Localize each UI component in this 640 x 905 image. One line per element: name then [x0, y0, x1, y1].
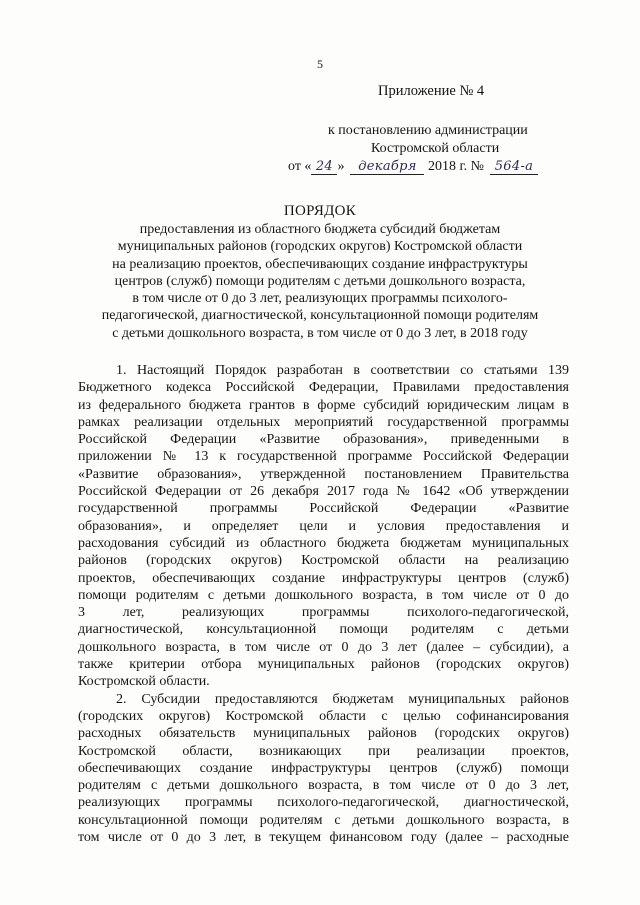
paragraph-line: также критерии отбора муниципальных районов (городских округов) [78, 657, 569, 673]
paragraph-line: Российской Федерации «Развитие образования», приведенными в [78, 432, 569, 448]
paragraph-line: проектов, обеспечивающих создание инфраструктуры центров (служб) [78, 570, 569, 586]
date-separator: » [337, 159, 345, 174]
paragraph-line: 3 лет, реализующих программы психолого-педагогической, [78, 605, 569, 621]
paragraph-line: обеспечивающих создание инфраструктуры центров (служб) помощи [78, 760, 569, 776]
paragraph-line: из федерального бюджета грантов в форме субсидий юридическим лицам в [78, 397, 569, 413]
appendix-title: Приложение № 4 [378, 83, 485, 99]
paragraph-2 [78, 691, 569, 847]
date-month-handwritten: декабря [350, 159, 424, 175]
subtitle-line: предоставления из областного бюджета субсидий бюджетам [139, 222, 501, 237]
decree-reference-line-2: Костромской области [371, 141, 500, 156]
paragraph-line: «Развитие образования», утвержденной постановлением Правительства [78, 466, 569, 482]
paragraph-line: районов (городских округов) Костромской области на реализацию [78, 553, 569, 569]
date-year: 2018 г. № [427, 159, 484, 174]
paragraph-line: расходования субсидий из областного бюджета бюджетам муниципальных [78, 535, 569, 551]
decree-number-handwritten: 564-а [490, 159, 538, 175]
paragraph-line: рамках реализации отдельных мероприятий государственной программы [78, 414, 569, 430]
paragraph-line: родителям с детьми дошкольного возраста, в том числе от 0 до 3 лет, [78, 778, 569, 794]
decree-reference-line-1: к постановлению администрации [328, 123, 528, 138]
subtitle-line: с детьми дошкольного возраста, в том числе от 0 до 3 лет, в 2018 году [112, 325, 528, 341]
date-prefix: от « [288, 159, 312, 174]
paragraph-line: реализующих программы психолого-педагогической, диагностической, [78, 795, 569, 811]
subtitle-line: в том числе от 0 до 3 лет, реализующих программы психолого- [132, 291, 508, 307]
paragraph-line: образования», и определяет цели и условия предоставления и [78, 518, 569, 534]
paragraph-1 [78, 362, 569, 691]
paragraph-line: Костромской области, возникающих при реализации проектов, [78, 743, 569, 759]
document-title: ПОРЯДОК [283, 203, 357, 219]
page-number: 5 [317, 57, 323, 71]
paragraph-line: консультационной помощи родителям с детьми дошкольного возраста, в [78, 812, 569, 828]
document-body [78, 362, 569, 846]
paragraph-line: государственной программы Российской Федерации «Развитие [78, 501, 569, 517]
date-day-handwritten: 24 [311, 159, 337, 175]
paragraph-line: (городских округов) Костромской области с целью софинансирования [78, 708, 569, 724]
subtitle-line: центров (служб) помощи родителям с детьми дошкольного возраста, [114, 273, 526, 289]
paragraph-line: диагностической, консультационной помощи родителям с детьми [78, 622, 569, 638]
paragraph-line: приложении № 13 к государственной программе Российской Федерации [78, 449, 569, 465]
paragraph-line: дошкольного возраста, в том числе от 0 до 3 лет (далее – субсидии), а [78, 639, 569, 655]
subtitle-line: педагогической, диагностической, консультационной помощи родителям [101, 308, 539, 324]
decree-date-line [288, 158, 570, 176]
decree-reference [288, 122, 570, 176]
paragraph-line: помощи родителям с детьми дошкольного возраста, в том числе от 0 до [78, 587, 569, 603]
paragraph-line: 2. Субсидии предоставляются бюджетам муниципальных районов [116, 691, 569, 707]
subtitle-line: муниципальных районов (городских округов) Костромской области [117, 239, 523, 255]
paragraph-line: расходных обязательств муниципальных районов (городских округов) [78, 726, 569, 742]
paragraph-line: Костромской области. [78, 674, 210, 690]
paragraph-line: том числе от 0 до 3 лет, в текущем финансовом году (далее – расходные [78, 830, 569, 846]
paragraph-line: Российской Федерации от 26 декабря 2017 года № 1642 «Об утверждении [78, 484, 569, 500]
paragraph-line: Бюджетного кодекса Российской Федерации, Правилами предоставления [78, 380, 569, 396]
paragraph-line: 1. Настоящий Порядок разработан в соответствии со статьями 139 [116, 363, 569, 378]
subtitle-line: на реализацию проектов, обеспечивающих создание инфраструктуры [112, 256, 528, 272]
document-subtitle [70, 221, 570, 342]
